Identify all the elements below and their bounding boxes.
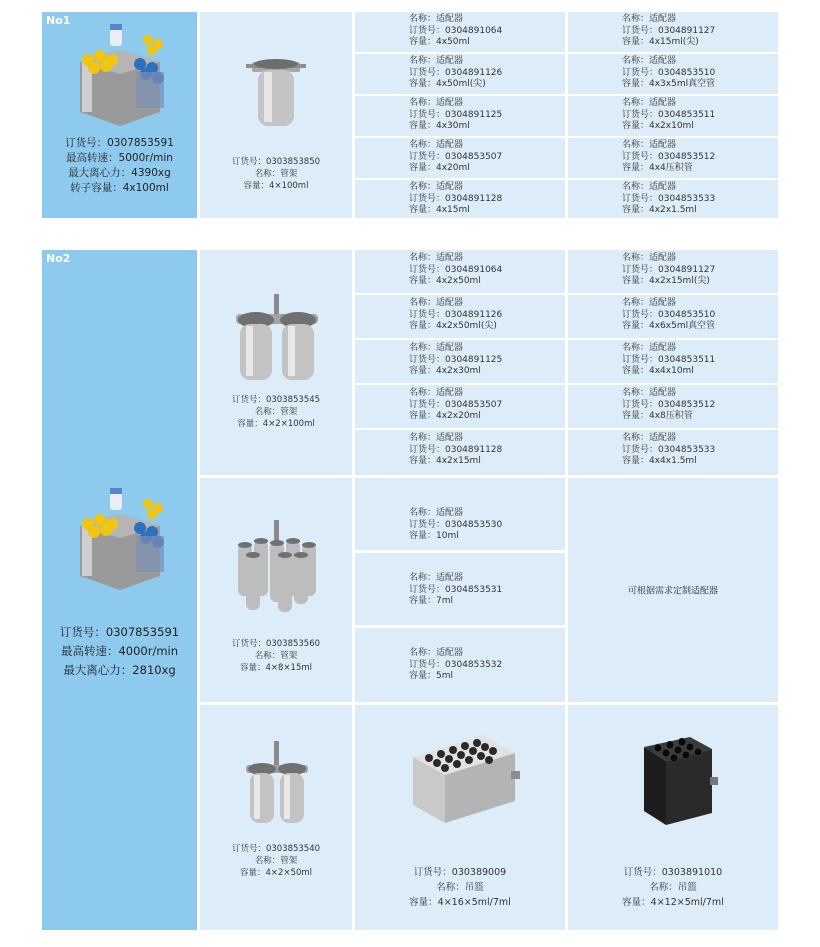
rack-order-no: 订货号：0303853560	[231, 639, 321, 649]
adapter-name: 名称：适配器	[409, 433, 464, 443]
adapter-cell	[355, 385, 565, 428]
section1-rotor-cell	[42, 12, 197, 218]
adapter-capacity: 容量：4x3x5ml真空管	[622, 79, 716, 89]
adapter-capacity: 容量：4x2x50ml	[409, 276, 481, 286]
adapter-order-no: 订货号：0304891064	[409, 264, 503, 275]
adapter-order-no: 订货号：0304853532	[409, 659, 503, 670]
adapter-cell	[355, 54, 565, 94]
adapter-order-no: 订货号：0304891127	[622, 25, 716, 36]
adapter-name: 名称：适配器	[622, 253, 677, 263]
adapter-cell	[568, 180, 778, 218]
rotor-order-no: 订货号：0307853591	[65, 137, 174, 149]
adapter-cell	[568, 250, 778, 293]
rack-name: 名称：管架	[254, 651, 298, 661]
adapter-cell	[355, 553, 565, 625]
adapter-capacity: 容量：4x6x5ml真空管	[622, 321, 716, 331]
adapter-order-no: 订货号：0304891128	[409, 444, 503, 455]
aluminum-block-image	[403, 727, 523, 827]
basket-order-no: 订货号：030389009	[413, 867, 507, 878]
adapter-order-no: 订货号：0304853507	[409, 399, 503, 410]
adapter-order-no: 订货号：0304891064	[409, 25, 503, 36]
adapter-capacity: 容量：4x2x30ml	[409, 366, 481, 376]
adapter-capacity: 容量：10ml	[409, 531, 459, 541]
adapter-capacity: 容量：4x2x15ml	[409, 456, 481, 466]
adapter-capacity: 容量：4x20ml	[409, 163, 470, 173]
adapter-name: 名称：适配器	[622, 14, 677, 24]
adapter-order-no: 订货号：0304853511	[622, 354, 716, 365]
adapter-capacity: 容量：4x8压积管	[622, 411, 693, 421]
adapter-order-no: 订货号：0304853510	[622, 309, 716, 320]
rack-capacity: 容量：4×2×100ml	[237, 419, 315, 429]
rack-capacity: 容量：4×100ml	[243, 181, 309, 191]
adapter-capacity: 容量：4x2x15ml(尖)	[622, 276, 710, 286]
adapter-capacity: 容量：4x4x1.5ml	[622, 456, 697, 466]
rack-name: 名称：管架	[254, 856, 298, 866]
adapter-capacity: 容量：4x15ml	[409, 205, 470, 215]
rack-c-cell	[200, 705, 352, 930]
rotor-max-rcf: 最大离心力：4390xg	[68, 167, 171, 179]
adapter-order-no: 订货号：0304853511	[622, 109, 716, 120]
adapter-name: 名称：适配器	[622, 182, 677, 192]
rotor-max-speed: 最高转速：5000r/min	[66, 152, 173, 164]
adapter-order-no: 订货号：0304853533	[622, 444, 716, 455]
adapter-name: 名称：适配器	[409, 648, 464, 658]
rotor-max-rcf: 最大离心力：2810xg	[63, 663, 176, 677]
adapter-order-no: 订货号：0304853512	[622, 399, 716, 410]
double-tube-holder-image	[232, 294, 322, 384]
adapter-order-no: 订货号：0304891128	[409, 193, 503, 204]
section-number: No2	[46, 252, 71, 265]
rack-order-no: 订货号：0303853540	[231, 844, 321, 854]
adapter-name: 名称：适配器	[622, 388, 677, 398]
adapter-cell	[568, 96, 778, 136]
adapter-capacity: 容量：4x50ml(尖)	[409, 79, 486, 89]
adapter-capacity: 容量：4x2x50ml(尖)	[409, 321, 497, 331]
adapter-capacity: 容量：4x30ml	[409, 121, 470, 131]
adapter-capacity: 容量：4x15ml(尖)	[622, 37, 699, 47]
basket-1-cell	[355, 705, 565, 930]
adapter-name: 名称：适配器	[409, 508, 464, 518]
adapter-capacity: 容量：4x4x10ml	[622, 366, 694, 376]
adapter-cell	[355, 138, 565, 178]
multi-tube-holder-image	[232, 520, 322, 616]
rack-a-cell	[200, 250, 352, 475]
adapter-cell	[355, 340, 565, 383]
basket-capacity: 容量：4×16×5ml/7ml	[409, 897, 511, 908]
basket-name: 名称：吊篮	[436, 882, 484, 893]
adapter-cell	[568, 430, 778, 475]
black-block-image	[630, 733, 720, 833]
adapter-capacity: 容量：4x50ml	[409, 37, 470, 47]
adapter-name: 名称：适配器	[622, 140, 677, 150]
adapter-name: 名称：适配器	[409, 298, 464, 308]
adapter-order-no: 订货号：0304891126	[409, 67, 503, 78]
adapter-cell	[568, 138, 778, 178]
rack-b-cell	[200, 478, 352, 702]
custom-adapter-cell	[568, 478, 778, 702]
adapter-capacity: 容量：4x4压积管	[622, 163, 693, 173]
adapter-name: 名称：适配器	[409, 343, 464, 353]
section1-rack-cell	[200, 12, 352, 218]
adapter-cell	[568, 54, 778, 94]
section-number: No1	[46, 14, 71, 27]
adapter-order-no: 订货号：0304853533	[622, 193, 716, 204]
adapter-cell	[355, 478, 565, 550]
adapter-order-no: 订货号：0304853531	[409, 584, 503, 595]
adapter-name: 名称：适配器	[409, 253, 464, 263]
section2-rotor-cell	[42, 250, 197, 930]
adapter-cell	[355, 180, 565, 218]
rotor-capacity: 转子容量：4x100ml	[70, 182, 169, 194]
adapter-capacity: 容量：4x2x20ml	[409, 411, 481, 421]
rack-name: 名称：管架	[254, 407, 298, 417]
adapter-cell	[355, 295, 565, 338]
adapter-name: 名称：适配器	[409, 573, 464, 583]
basket-2-cell	[568, 705, 778, 930]
adapter-order-no: 订货号：0304853507	[409, 151, 503, 162]
basket-capacity: 容量：4×12×5ml/7ml	[622, 897, 724, 908]
adapter-name: 名称：适配器	[409, 182, 464, 192]
rotor-order-no: 订货号：0307853591	[59, 625, 180, 639]
rotor-max-speed: 最高转速：4000r/min	[60, 644, 179, 658]
adapter-name: 名称：适配器	[409, 98, 464, 108]
adapter-name: 名称：适配器	[409, 388, 464, 398]
adapter-cell	[355, 96, 565, 136]
rack-name: 名称：管架	[254, 169, 298, 179]
tube-holder-image	[246, 52, 306, 132]
adapter-order-no: 订货号：0304891125	[409, 354, 503, 365]
adapter-order-no: 订货号：0304891127	[622, 264, 716, 275]
basket-order-no: 订货号：0303891010	[623, 867, 723, 878]
adapter-capacity: 容量：7ml	[409, 596, 453, 606]
rotor-image	[60, 486, 180, 594]
adapter-name: 名称：适配器	[622, 56, 677, 66]
rotor-image	[60, 22, 180, 130]
adapter-cell	[568, 340, 778, 383]
adapter-capacity: 容量：5ml	[409, 671, 453, 681]
adapter-capacity: 容量：4x2x10ml	[622, 121, 694, 131]
adapter-cell	[355, 250, 565, 293]
adapter-name: 名称：适配器	[622, 298, 677, 308]
adapter-order-no: 订货号：0304853530	[409, 519, 503, 530]
adapter-name: 名称：适配器	[409, 56, 464, 66]
rack-order-no: 订货号：0303853545	[231, 395, 321, 405]
adapter-name: 名称：适配器	[622, 433, 677, 443]
adapter-name: 名称：适配器	[622, 343, 677, 353]
basket-name: 名称：吊篮	[649, 882, 697, 893]
adapter-cell	[568, 295, 778, 338]
rack-capacity: 容量：4×8×15ml	[239, 663, 313, 673]
adapter-order-no: 订货号：0304891126	[409, 309, 503, 320]
adapter-order-no: 订货号：0304853510	[622, 67, 716, 78]
adapter-name: 名称：适配器	[409, 14, 464, 24]
adapter-cell	[355, 430, 565, 475]
adapter-cell	[355, 12, 565, 52]
adapter-order-no: 订货号：0304891125	[409, 109, 503, 120]
rack-order-no: 订货号：0303853850	[231, 157, 321, 167]
adapter-order-no: 订货号：0304853512	[622, 151, 716, 162]
adapter-name: 名称：适配器	[409, 140, 464, 150]
adapter-capacity: 容量：4x2x1.5ml	[622, 205, 697, 215]
adapter-cell	[568, 12, 778, 52]
custom-note: 可根据需求定制适配器	[627, 586, 718, 597]
adapter-name: 名称：适配器	[622, 98, 677, 108]
rack-capacity: 容量：4×2×50ml	[239, 868, 313, 878]
double-tube-holder-small-image	[242, 741, 312, 827]
adapter-cell	[568, 385, 778, 428]
adapter-cell	[355, 628, 565, 702]
